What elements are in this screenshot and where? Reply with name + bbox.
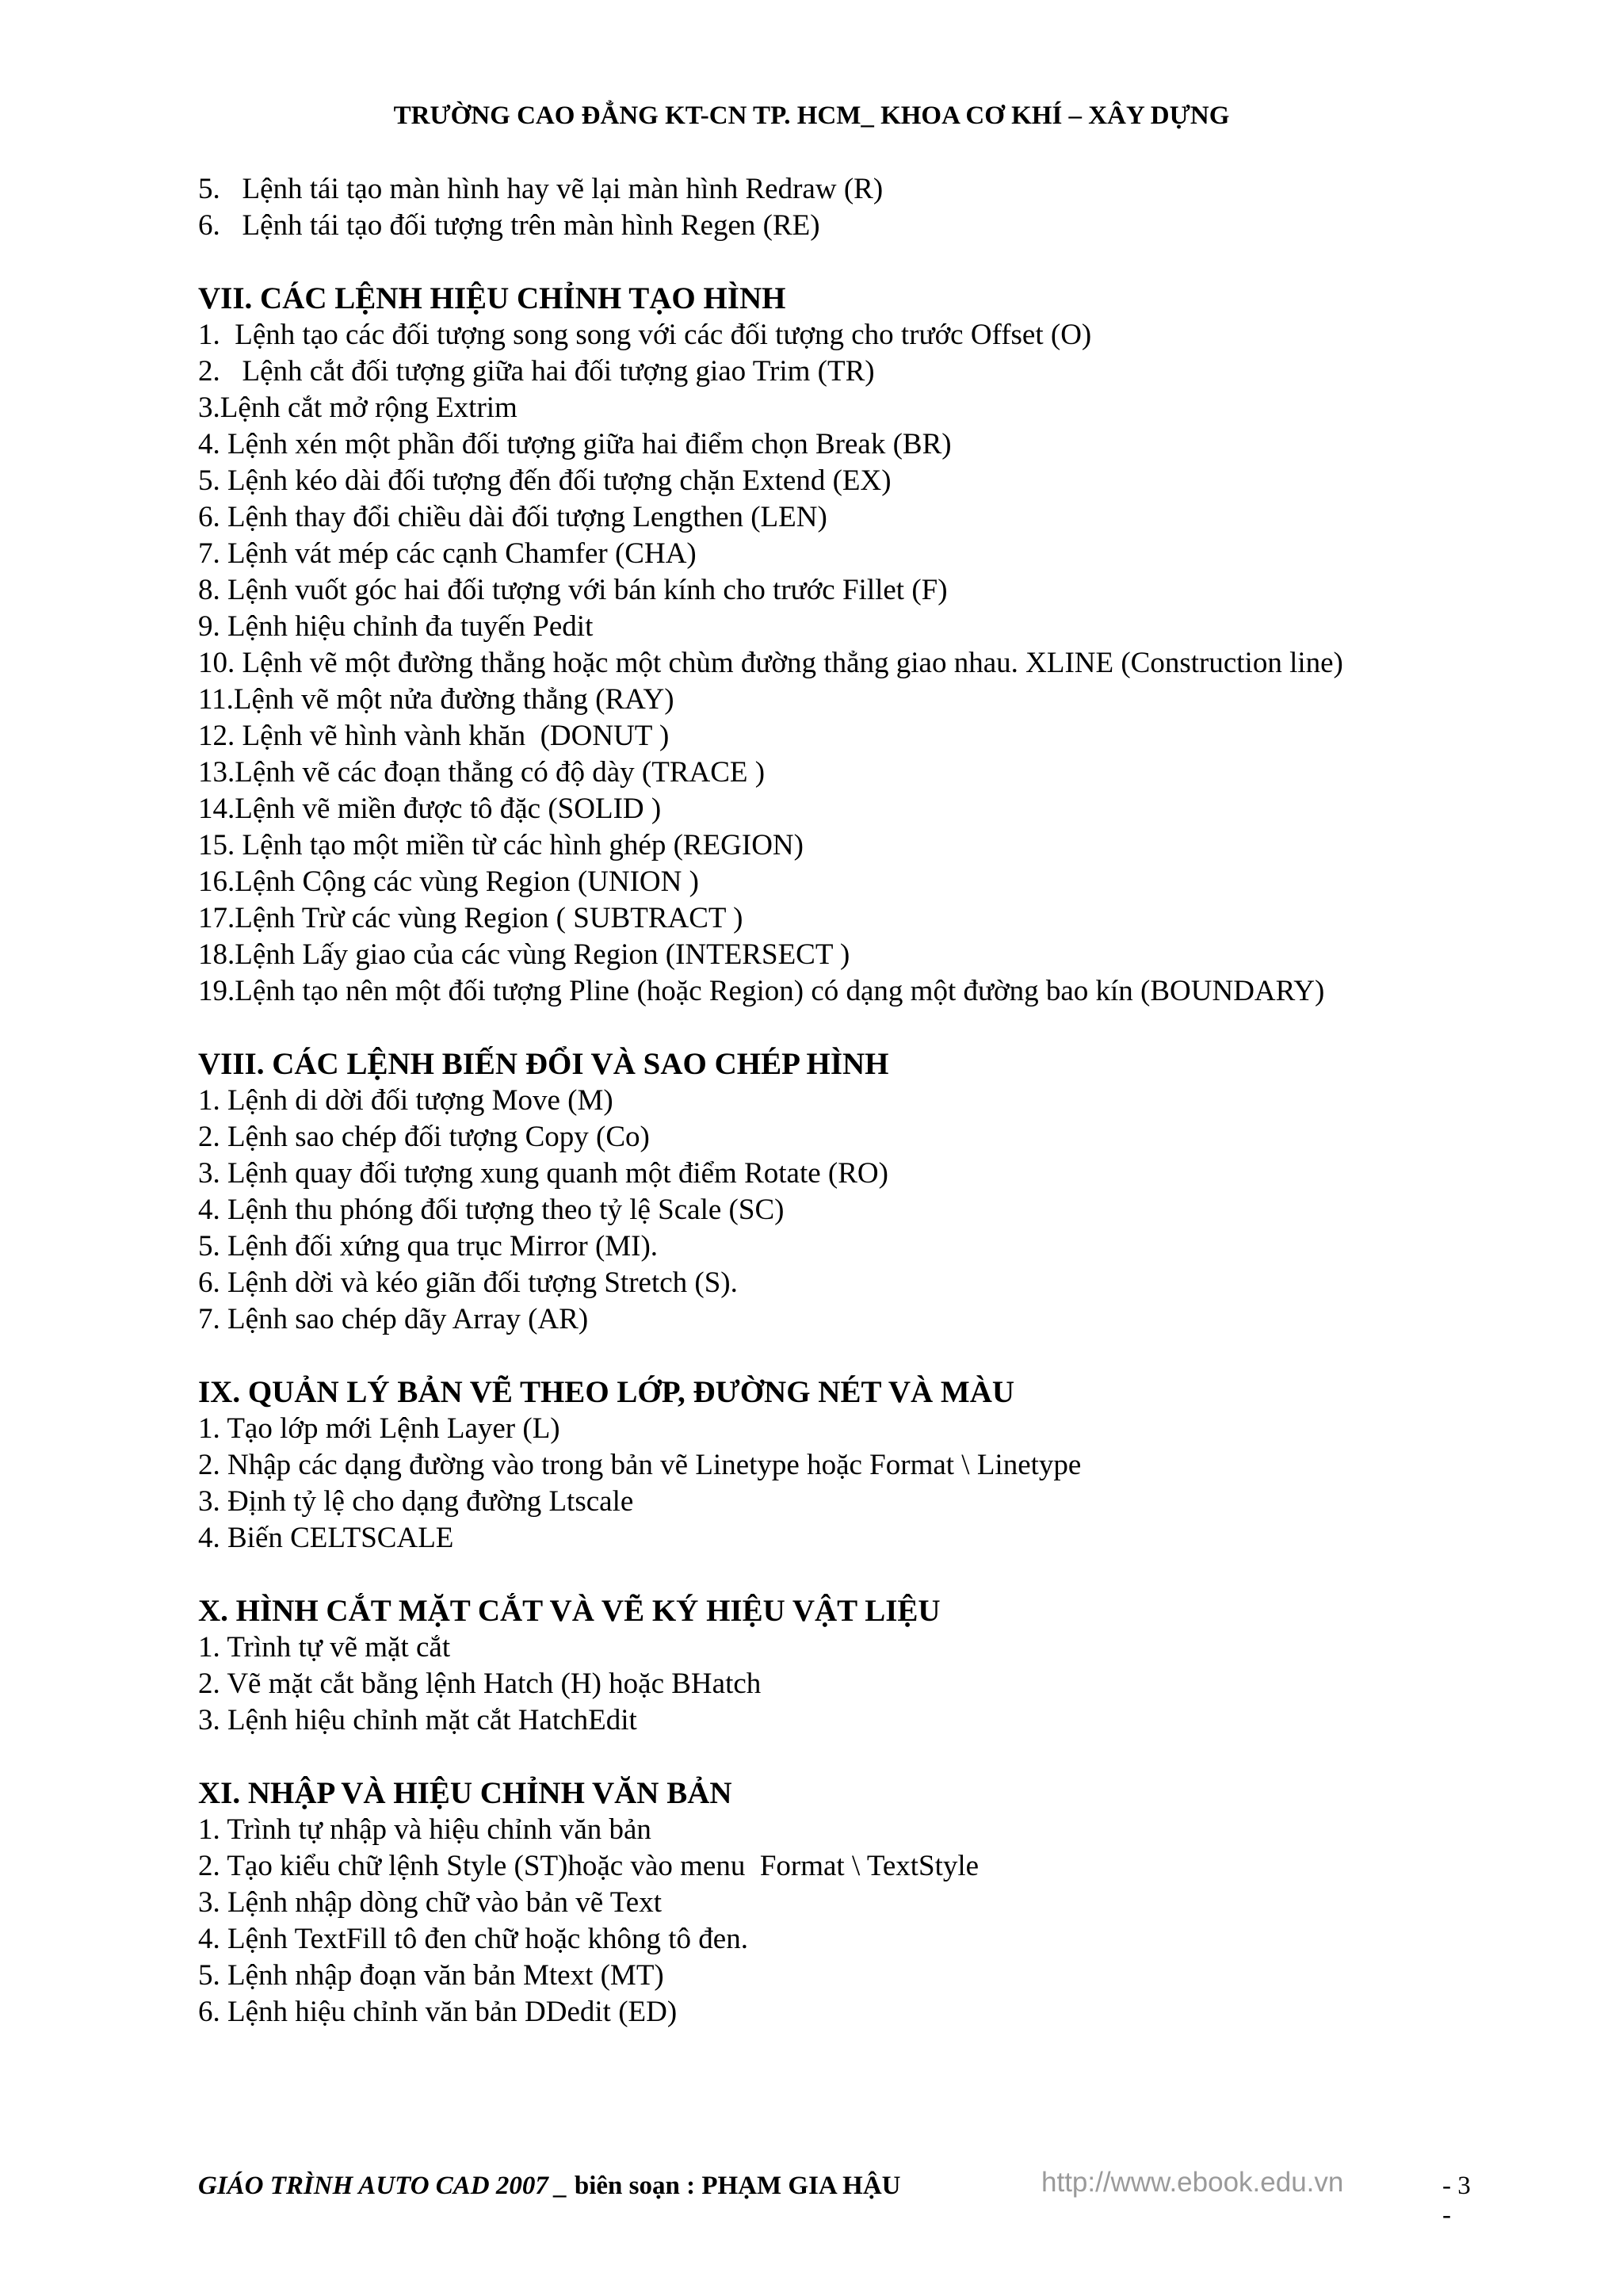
list-item: 6. Lệnh hiệu chỉnh văn bản DDedit (ED) [198, 1996, 678, 2028]
section-ix [198, 1374, 1545, 1557]
list-item: 2. Lệnh sao chép đối tượng Copy (Co) [198, 1121, 650, 1153]
list-item: 17.Lệnh Trừ các vùng Region ( SUBTRACT ) [198, 902, 743, 934]
list-item: 5. Lệnh kéo dài đối tượng đến đối tượng chặn Extend (EX) [198, 464, 892, 497]
list-item: 10. Lệnh vẽ một đường thẳng hoặc một chùm đường thẳng giao nhau. XLINE (Construction line) [198, 647, 1343, 679]
list-item: 1. Trình tự vẽ mặt cắt [198, 1631, 451, 1664]
list-item: 4. Lệnh TextFill tô đen chữ hoặc không tô đen. [198, 1923, 748, 1955]
list-item: 7. Lệnh vát mép các cạnh Chamfer (CHA) [198, 537, 697, 570]
list-item: 6. Lệnh tái tạo đối tượng trên màn hình Regen (RE) [198, 209, 820, 242]
list-item: 3. Định tỷ lệ cho dạng đường Ltscale [198, 1485, 634, 1518]
list-item: 1. Lệnh di dời đối tượng Move (M) [198, 1084, 613, 1117]
section-title: VIII. CÁC LỆNH BIẾN ĐỔI VÀ SAO CHÉP HÌNH [198, 1047, 889, 1081]
section-title: VII. CÁC LỆNH HIỆU CHỈNH TẠO HÌNH [198, 281, 786, 315]
list-item: 3. Lệnh hiệu chỉnh mặt cắt HatchEdit [198, 1704, 637, 1736]
list-item: 14.Lệnh vẽ miền được tô đặc (SOLID ) [198, 793, 662, 825]
list-item: 2. Lệnh cắt đối tượng giữa hai đối tượng giao Trim (TR) [198, 355, 875, 388]
footer-url-link[interactable]: http://www.ebook.edu.vn [1041, 2167, 1344, 2198]
section-title: XI. NHẬP VÀ HIỆU CHỈNH VĂN BẢN [198, 1776, 732, 1810]
list-item: 3. Lệnh nhập dòng chữ vào bản vẽ Text [198, 1886, 662, 1919]
list-item: 18.Lệnh Lấy giao của các vùng Region (INTERSECT ) [198, 938, 850, 971]
list-item: 5. Lệnh tái tạo màn hình hay vẽ lại màn hình Redraw (R) [198, 173, 884, 205]
intro-list [198, 171, 1545, 244]
list-item: 6. Lệnh thay đổi chiều dài đối tượng Lengthen (LEN) [198, 501, 827, 533]
section-vii [198, 281, 1545, 1010]
list-item: 12. Lệnh vẽ hình vành khăn (DONUT ) [198, 720, 670, 752]
list-item: 2. Tạo kiểu chữ lệnh Style (ST)hoặc vào menu Format \ TextStyle [198, 1850, 980, 1882]
list-item: 1. Tạo lớp mới Lệnh Layer (L) [198, 1412, 560, 1445]
document-body [198, 171, 1545, 2030]
list-item: 4. Lệnh thu phóng đối tượng theo tỷ lệ Scale (SC) [198, 1194, 785, 1226]
list-item: 4. Biến CELTSCALE [198, 1522, 454, 1554]
list-item: 15. Lệnh tạo một miền từ các hình ghép (REGION) [198, 829, 804, 861]
list-item: 7. Lệnh sao chép dãy Array (AR) [198, 1303, 589, 1335]
list-item: 16.Lệnh Cộng các vùng Region (UNION ) [198, 865, 699, 898]
list-item: 13.Lệnh vẽ các đoạn thẳng có độ dày (TRACE ) [198, 756, 766, 789]
list-item: 5. Lệnh đối xứng qua trục Mirror (MI). [198, 1230, 659, 1263]
section-title: X. HÌNH CẮT MẶT CẮT VÀ VẼ KÝ HIỆU VẬT LIỆU [198, 1594, 941, 1628]
footer-title-block [198, 2172, 901, 2201]
footer-title: GIÁO TRÌNH AUTO CAD 2007 _ [198, 2172, 575, 2200]
list-item: 1. Trình tự nhập và hiệu chỉnh văn bản [198, 1813, 651, 1846]
section-x [198, 1593, 1545, 1739]
page-header: TRƯỜNG CAO ĐẲNG KT-CN TP. HCM_ KHOA CƠ KHÍ – XÂY DỰNG [393, 101, 1230, 130]
list-item: 11.Lệnh vẽ một nửa đường thẳng (RAY) [198, 683, 674, 716]
list-item: 1. Lệnh tạo các đối tượng song song với các đối tượng cho trước Offset (O) [198, 319, 1092, 351]
list-item: 2. Nhập các dạng đường vào trong bản vẽ Linetype hoặc Format \ Linetype [198, 1449, 1082, 1481]
section-xi [198, 1775, 1545, 2030]
list-item: 5. Lệnh nhập đoạn văn bản Mtext (MT) [198, 1959, 664, 1992]
list-item: 19.Lệnh tạo nên một đối tượng Pline (hoặc Region) có dạng một đường bao kín (BOUNDARY) [198, 975, 1325, 1007]
list-item: 4. Lệnh xén một phần đối tượng giữa hai điểm chọn Break (BR) [198, 428, 952, 460]
list-item: 8. Lệnh vuốt góc hai đối tượng với bán kính cho trước Fillet (F) [198, 574, 948, 606]
page-number: - 3 - [1442, 2172, 1471, 2229]
section-viii [198, 1046, 1545, 1338]
section-title: IX. QUẢN LÝ BẢN VẼ THEO LỚP, ĐƯỜNG NÉT VÀ MÀU [198, 1375, 1015, 1409]
footer-author: biên soạn : PHẠM GIA HẬU [574, 2172, 901, 2200]
list-item: 6. Lệnh dời và kéo giãn đối tượng Stretch (S). [198, 1266, 738, 1299]
list-item: 9. Lệnh hiệu chỉnh đa tuyến Pedit [198, 610, 594, 643]
list-item: 2. Vẽ mặt cắt bằng lệnh Hatch (H) hoặc BHatch [198, 1668, 762, 1700]
list-item: 3. Lệnh quay đối tượng xung quanh một điểm Rotate (RO) [198, 1157, 888, 1190]
list-item: 3.Lệnh cắt mở rộng Extrim [198, 392, 517, 424]
